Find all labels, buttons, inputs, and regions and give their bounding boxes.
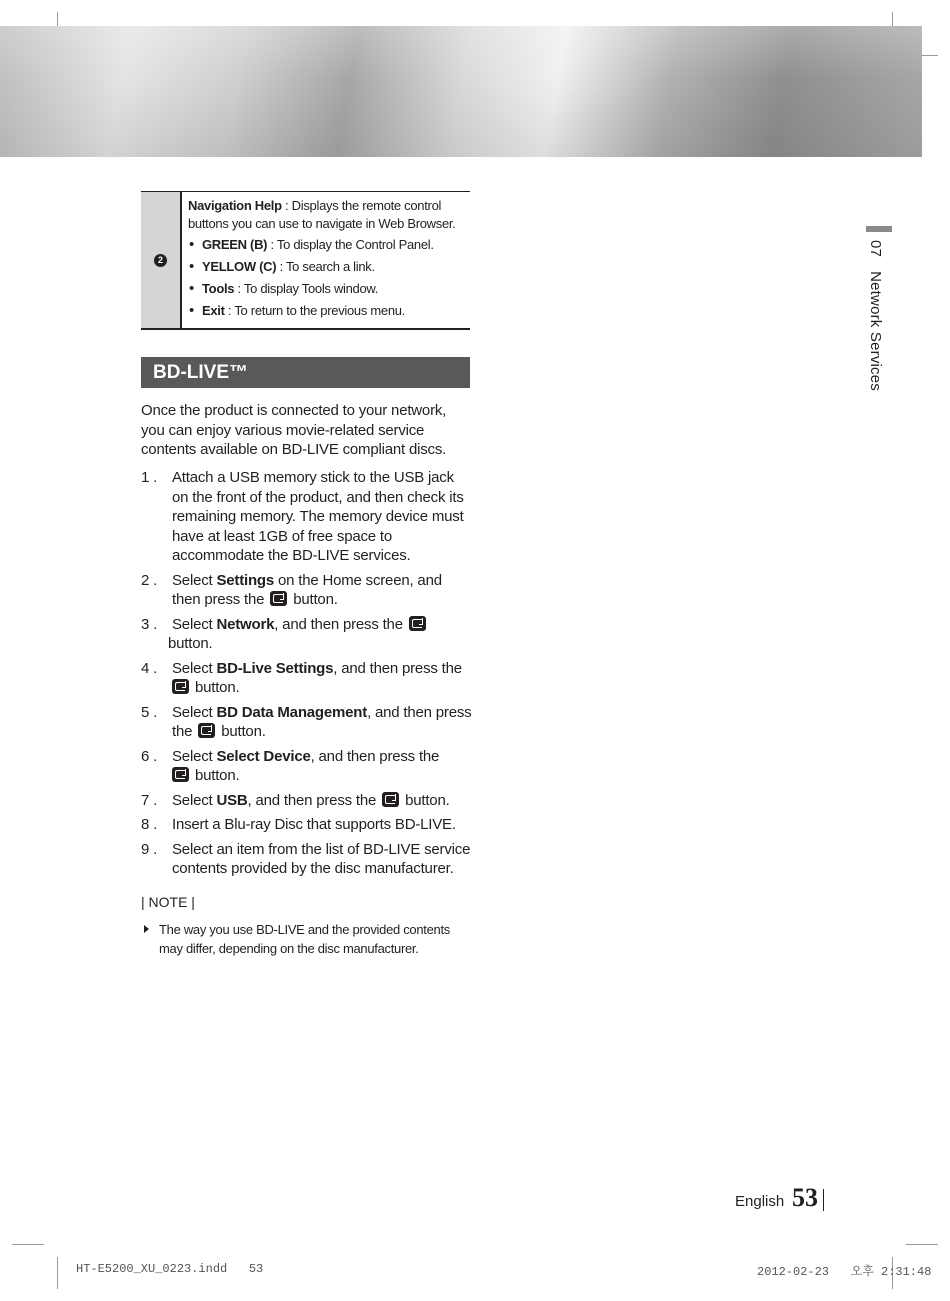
footer-language: English [735,1193,785,1210]
navigation-help-text: : Displays the remote control buttons you can use to navigate in Web Browser. [188,198,456,231]
chapter-number: 07 [867,240,884,258]
step-text: , and then press the [310,747,440,765]
step-text: Select [172,747,217,765]
step-text: Select [172,659,217,677]
step-text: Insert a Blu-ray Disc that supports BD-LIVE. [172,816,456,833]
step-item [141,840,473,879]
note-text: The way you use BD-LIVE and the provided contents may differ, depending on the disc manufacturer. [159,922,450,956]
step-text: Select [172,791,217,809]
step-number: 9 . [141,840,158,858]
step-number: 7 . [141,791,158,809]
enter-button-icon [382,792,399,807]
help-list [188,236,470,320]
footer-divider [823,1189,824,1211]
navigation-help-intro [188,197,470,233]
step-bold: USB [216,791,248,809]
step-bold: Network [216,615,275,633]
step-text: Select [172,615,217,633]
step-item [141,571,473,610]
step-text: button. [168,635,213,652]
step-bold: BD-Live Settings [216,659,334,677]
enter-button-icon [172,767,189,782]
step-number: 5 . [141,703,158,721]
step-text: Select [172,571,217,589]
chapter-tab-marker [866,226,892,232]
chapter-side-label [867,240,884,391]
step-text: button. [289,591,338,608]
step-text: , and then press the [172,703,472,740]
item-text: : To display the Control Panel. [267,237,434,252]
step-bold: Select Device [216,747,311,765]
step-text: button. [217,723,266,740]
step-item [141,615,473,654]
step-text: Select an item from the list of BD-LIVE service contents provided by the disc manufacturer. [172,840,471,877]
item-label: GREEN (B) [202,237,268,252]
step-item [141,791,473,811]
chapter-title: Network Services [867,271,884,391]
enter-button-icon [172,679,189,694]
steps-list [141,468,473,884]
step-text: Attach a USB memory stick to the USB jack on the front of the product, and then check its remaining memory. The memory device must have at least 1GB of free space to accommodate the BD-LIVE services. [172,469,464,564]
table-content-cell [182,192,470,328]
step-number: 2 . [141,571,158,589]
crop-mark [906,1244,938,1245]
triangle-bullet-icon [144,925,149,933]
step-number: 8 . [141,816,158,833]
page-number: 53 [792,1183,818,1212]
step-item [141,815,473,835]
step-text: button. [191,767,240,784]
item-text: : To search a link. [276,259,375,274]
list-item [188,236,470,254]
table-number-cell [141,192,182,328]
item-label: YELLOW (C) [202,259,277,274]
print-slug-date: 2012-02-23 오후 2:31:48 [757,1265,932,1279]
enter-button-icon [270,591,287,606]
step-number: 4 . [141,659,158,677]
note-label: | NOTE | [141,894,195,910]
list-item [188,280,470,298]
list-item [188,302,470,320]
navigation-help-table [141,191,470,330]
step-text: on the Home screen, and then press the [172,571,442,608]
item-text: : To display Tools window. [234,281,379,296]
step-text: , and then press the [247,791,381,809]
number-badge: 2 [154,254,167,267]
step-number: 3 . [141,615,158,633]
step-item [141,747,473,786]
enter-button-icon [198,723,215,738]
list-item [188,258,470,276]
step-number: 1 . [141,469,158,486]
step-item [141,703,473,742]
step-bold: BD Data Management [216,703,368,721]
item-label: Tools [202,281,235,296]
section-intro: Once the product is connected to your network, you can enjoy various movie-related service contents available on BD-LIVE compliant discs. [141,402,447,458]
step-bold: Settings [216,571,275,589]
step-number: 6 . [141,747,158,765]
step-text: Select [172,703,217,721]
header-band [0,26,922,157]
crop-mark [12,1244,44,1245]
enter-button-icon [409,616,426,631]
crop-mark [57,1257,58,1289]
item-label: Exit [202,303,225,318]
step-text: , and then press the [333,659,462,677]
item-text: : To return to the previous menu. [224,303,405,318]
step-text: , and then press the [274,615,407,633]
step-text: button. [191,679,240,696]
section-heading: BD-LIVE™ [141,357,470,388]
print-slug-file: HT-E5200_XU_0223.indd 53 [76,1262,264,1276]
navigation-help-label: Navigation Help [188,198,282,213]
step-text: button. [401,791,450,809]
step-item [141,468,473,566]
step-item [141,659,473,698]
